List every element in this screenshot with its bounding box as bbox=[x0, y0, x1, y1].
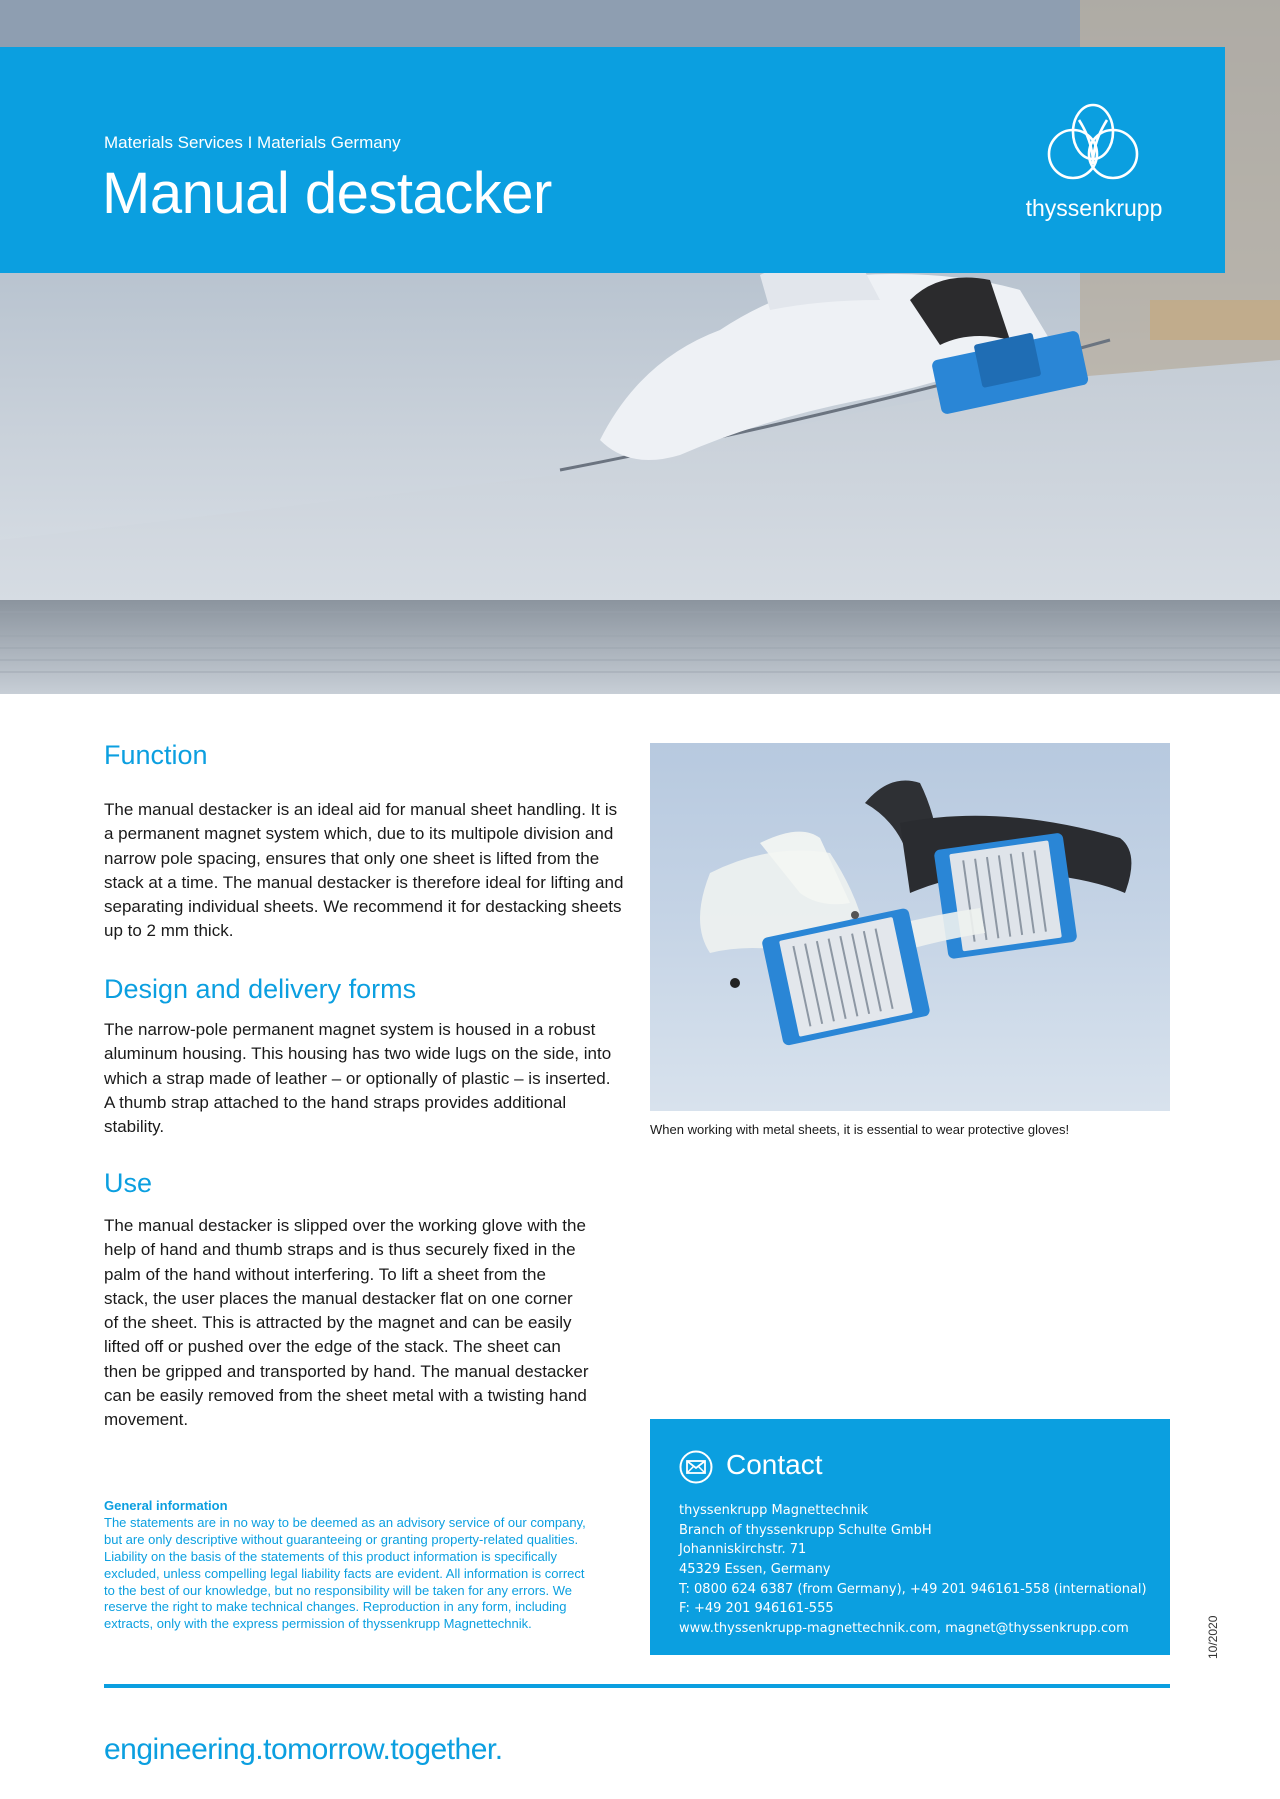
contact-fax: F: +49 201 946161-555 bbox=[679, 1601, 834, 1617]
header-subtitle: Materials Services I Materials Germany bbox=[104, 133, 401, 152]
general-information bbox=[104, 1498, 594, 1633]
contact-branch: Branch of thyssenkrupp Schulte GmbH bbox=[679, 1522, 932, 1538]
function-heading: Function bbox=[104, 740, 208, 770]
photo-caption: When working with metal sheets, it is essential to wear protective gloves! bbox=[650, 1122, 1070, 1137]
contact-company: thyssenkrupp Magnettechnik bbox=[679, 1503, 869, 1518]
contact-box bbox=[650, 1419, 1170, 1655]
contact-city: 45329 Essen, Germany bbox=[679, 1562, 831, 1578]
destacker-illustration bbox=[650, 743, 1170, 1111]
use-heading: Use bbox=[104, 1168, 153, 1198]
product-photo bbox=[650, 743, 1170, 1111]
contact-street: Johanniskirchstr. 71 bbox=[679, 1542, 807, 1558]
design-text: The narrow-pole permanent magnet system is housed in a robust aluminum housing. This housing has two wide lugs on the side, into which a strap made of leather – or optionally of plastic – is inserted. A thumb strap attached to the hand straps provides additional stability. bbox=[104, 1020, 612, 1137]
contact-title: Contact bbox=[726, 1449, 823, 1480]
envelope-icon bbox=[679, 1450, 713, 1484]
contact-details bbox=[679, 1501, 1147, 1639]
footer-divider bbox=[104, 1684, 1170, 1688]
publication-date: 10/2020 bbox=[1206, 1615, 1220, 1659]
page-title: Manual destacker bbox=[102, 161, 552, 226]
brand-slogan: engineering.tomorrow.together. bbox=[104, 1733, 503, 1766]
general-information-text: The statements are in no way to be deemed as an advisory service of our company, but are only descriptive without guaranteeing or granting property-related qualities. Liability on the basis of the statements of this product information is specifically excluded, unless compelling legal liability facts are evident. All information is correct to the best of our knowledge, but no responsibility will be taken for any errors. We reserve the right to make technical changes. Reproduction in any form, including extracts, only with the express permission of thyssenkrupp Magnettechnik. bbox=[104, 1514, 586, 1632]
contact-web-email[interactable]: www.thyssenkrupp-magnettechnik.com, magnet@thyssenkrupp.com bbox=[679, 1621, 1129, 1637]
general-information-heading: General information bbox=[104, 1498, 228, 1513]
design-heading: Design and delivery forms bbox=[104, 974, 417, 1004]
use-text: The manual destacker is slipped over the working glove with the help of hand and thumb straps and is thus securely fixed in the palm of the hand without interfering. To lift a sheet from the stack, the user places the manual destacker flat on one corner of the sheet. This is attracted by the magnet and can be easily lifted off or pushed over the edge of the stack. The sheet can then be gripped and transported by hand. The manual destacker can be easily removed from the sheet metal with a twisting hand movement. bbox=[104, 1216, 589, 1430]
contact-phone: T: 0800 624 6387 (from Germany), +49 201 946161-558 (international) bbox=[679, 1581, 1147, 1597]
thyssenkrupp-logo-icon bbox=[1045, 102, 1141, 188]
function-text: The manual destacker is an ideal aid for manual sheet handling. It is a permanent magnet system which, due to its multipole division and narrow pole spacing, ensures that only one sheet is lifted from the stack at a time. The manual destacker is therefore ideal for lifting and separating individual sheets. We recommend it for destacking sheets up to 2 mm thick. bbox=[104, 800, 624, 941]
brand-name: thyssenkrupp bbox=[1025, 195, 1163, 221]
